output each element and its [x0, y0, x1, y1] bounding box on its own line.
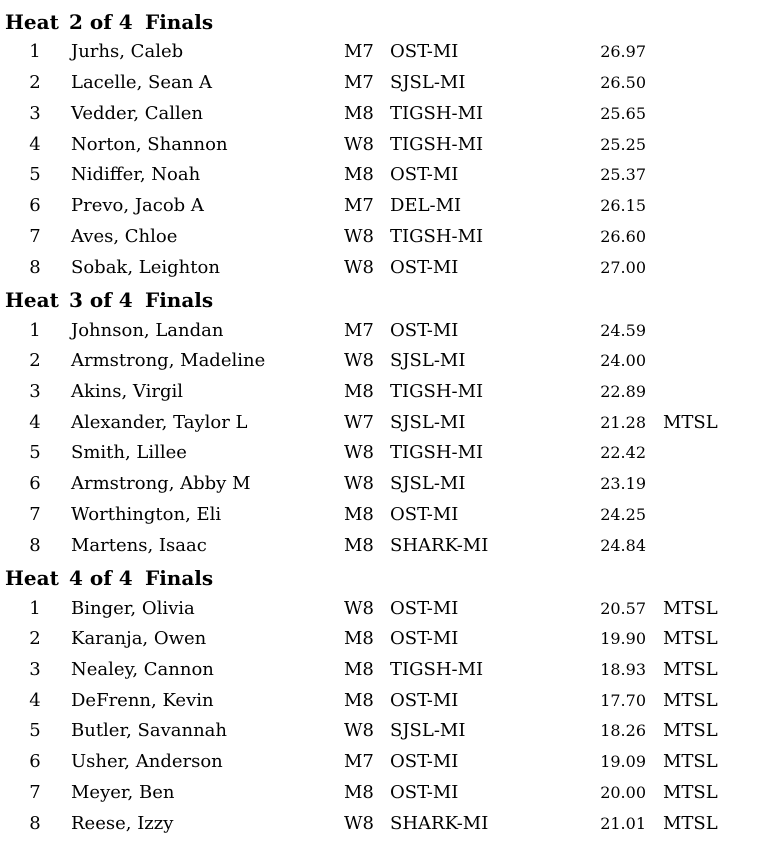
heat-entry-row: [0, 222, 776, 252]
swimmer-name: Nealey, Cannon: [71, 659, 214, 680]
lane-number: 7: [29, 782, 41, 803]
heat-entry-row: [0, 624, 776, 654]
seed-time: 19.90: [600, 629, 646, 648]
time-standard: MTSL: [663, 412, 718, 433]
seed-time: 17.70: [600, 691, 646, 710]
team-code: SHARK-MI: [390, 813, 489, 834]
age-group: M8: [344, 690, 374, 711]
team-code: OST-MI: [390, 257, 459, 278]
swimmer-name: Meyer, Ben: [71, 782, 175, 803]
seed-time: 24.25: [600, 505, 646, 524]
heat-round: Finals: [145, 566, 214, 590]
swimmer-name: Karanja, Owen: [71, 628, 207, 649]
swimmer-name: Martens, Isaac: [71, 535, 207, 556]
heat-entry-row: [0, 809, 776, 839]
lane-number: 5: [29, 164, 41, 185]
seed-time: 26.97: [600, 42, 646, 61]
lane-number: 6: [29, 473, 41, 494]
lane-number: 8: [29, 813, 41, 834]
heat-entry-row: [0, 316, 776, 346]
lane-number: 6: [29, 195, 41, 216]
team-code: OST-MI: [390, 164, 459, 185]
lane-number: 2: [29, 72, 41, 93]
lane-number: 2: [29, 628, 41, 649]
lane-number: 8: [29, 257, 41, 278]
heat-entry-row: [0, 130, 776, 160]
heat-entry-row: [0, 716, 776, 746]
age-group: M7: [344, 195, 374, 216]
seed-time: 26.60: [600, 227, 646, 246]
swimmer-name: Reese, Izzy: [71, 813, 174, 834]
lane-number: 8: [29, 535, 41, 556]
age-group: M8: [344, 628, 374, 649]
seed-time: 21.01: [600, 814, 646, 833]
heat-round: Finals: [145, 288, 214, 312]
swimmer-name: Vedder, Callen: [71, 103, 204, 124]
age-group: M7: [344, 72, 374, 93]
team-code: DEL-MI: [390, 195, 462, 216]
swimmer-name: Alexander, Taylor L: [71, 412, 248, 433]
seed-time: 25.37: [600, 165, 646, 184]
seed-time: 20.57: [600, 599, 646, 618]
team-code: OST-MI: [390, 751, 459, 772]
heat-entry-row: [0, 531, 776, 561]
heat-entry-row: [0, 500, 776, 530]
team-code: OST-MI: [390, 504, 459, 525]
age-group: W8: [344, 226, 374, 247]
heat-entry-row: [0, 594, 776, 624]
swimmer-name: Aves, Chloe: [71, 226, 178, 247]
seed-time: 26.50: [600, 73, 646, 92]
team-code: OST-MI: [390, 782, 459, 803]
heat-entry-row: [0, 438, 776, 468]
heat-number: 2 of 4: [69, 10, 133, 34]
team-code: TIGSH-MI: [390, 134, 484, 155]
seed-time: 18.93: [600, 660, 646, 679]
lane-number: 3: [29, 381, 41, 402]
team-code: SJSL-MI: [390, 473, 466, 494]
age-group: W8: [344, 134, 374, 155]
seed-time: 23.19: [600, 474, 646, 493]
lane-number: 2: [29, 350, 41, 371]
age-group: W8: [344, 442, 374, 463]
age-group: M8: [344, 164, 374, 185]
seed-time: 25.65: [600, 104, 646, 123]
lane-number: 3: [29, 659, 41, 680]
team-code: OST-MI: [390, 320, 459, 341]
age-group: W8: [344, 473, 374, 494]
team-code: TIGSH-MI: [390, 659, 484, 680]
swimmer-name: Usher, Anderson: [71, 751, 223, 772]
swimmer-name: Butler, Savannah: [71, 720, 228, 741]
age-group: W8: [344, 813, 374, 834]
swimmer-name: Lacelle, Sean A: [71, 72, 213, 93]
team-code: OST-MI: [390, 690, 459, 711]
time-standard: MTSL: [663, 813, 718, 834]
team-code: TIGSH-MI: [390, 226, 484, 247]
lane-number: 5: [29, 442, 41, 463]
seed-time: 26.15: [600, 196, 646, 215]
swimmer-name: Worthington, Eli: [71, 504, 222, 525]
swimmer-name: Nidiffer, Noah: [71, 164, 201, 185]
seed-time: 22.42: [600, 443, 646, 462]
heat-header-3: [5, 285, 213, 315]
age-group: W8: [344, 598, 374, 619]
age-group: W8: [344, 257, 374, 278]
team-code: OST-MI: [390, 598, 459, 619]
heat-header-2: [5, 7, 213, 37]
heat-entry-row: [0, 99, 776, 129]
heat-entry-row: [0, 377, 776, 407]
heat-entry-row: [0, 253, 776, 283]
lane-number: 3: [29, 103, 41, 124]
time-standard: MTSL: [663, 782, 718, 803]
age-group: W8: [344, 350, 374, 371]
seed-time: 27.00: [600, 258, 646, 277]
heat-entry-row: [0, 778, 776, 808]
heat-entry-row: [0, 686, 776, 716]
age-group: M8: [344, 504, 374, 525]
team-code: TIGSH-MI: [390, 381, 484, 402]
swimmer-name: Armstrong, Abby M: [71, 473, 251, 494]
heat-entry-row: [0, 408, 776, 438]
heat-entry-row: [0, 747, 776, 777]
team-code: SHARK-MI: [390, 535, 489, 556]
swimmer-name: Binger, Olivia: [71, 598, 195, 619]
heat-entry-row: [0, 469, 776, 499]
age-group: M8: [344, 782, 374, 803]
time-standard: MTSL: [663, 598, 718, 619]
heat-label: Heat: [5, 10, 59, 34]
heat-entry-row: [0, 191, 776, 221]
age-group: M7: [344, 751, 374, 772]
swimmer-name: DeFrenn, Kevin: [71, 690, 214, 711]
seed-time: 25.25: [600, 135, 646, 154]
lane-number: 4: [29, 134, 41, 155]
time-standard: MTSL: [663, 628, 718, 649]
seed-time: 24.00: [600, 351, 646, 370]
swimmer-name: Norton, Shannon: [71, 134, 228, 155]
seed-time: 24.59: [600, 321, 646, 340]
seed-time: 19.09: [600, 752, 646, 771]
heat-entry-row: [0, 37, 776, 67]
lane-number: 1: [29, 320, 41, 341]
age-group: M7: [344, 41, 374, 62]
heat-round: Finals: [145, 10, 214, 34]
lane-number: 5: [29, 720, 41, 741]
swimmer-name: Akins, Virgil: [71, 381, 184, 402]
team-code: SJSL-MI: [390, 720, 466, 741]
lane-number: 4: [29, 412, 41, 433]
heat-header-4: [5, 563, 213, 593]
lane-number: 1: [29, 598, 41, 619]
time-standard: MTSL: [663, 659, 718, 680]
heat-label: Heat: [5, 288, 59, 312]
heat-entry-row: [0, 346, 776, 376]
seed-time: 21.28: [600, 413, 646, 432]
lane-number: 7: [29, 226, 41, 247]
seed-time: 20.00: [600, 783, 646, 802]
age-group: M8: [344, 103, 374, 124]
lane-number: 1: [29, 41, 41, 62]
swimmer-name: Prevo, Jacob A: [71, 195, 204, 216]
lane-number: 7: [29, 504, 41, 525]
age-group: W8: [344, 720, 374, 741]
team-code: SJSL-MI: [390, 72, 466, 93]
heat-entry-row: [0, 655, 776, 685]
team-code: OST-MI: [390, 41, 459, 62]
heat-number: 3 of 4: [69, 288, 133, 312]
heat-label: Heat: [5, 566, 59, 590]
team-code: SJSL-MI: [390, 412, 466, 433]
lane-number: 6: [29, 751, 41, 772]
age-group: M8: [344, 659, 374, 680]
team-code: OST-MI: [390, 628, 459, 649]
swimmer-name: Johnson, Landan: [71, 320, 224, 341]
swimmer-name: Armstrong, Madeline: [71, 350, 266, 371]
seed-time: 24.84: [600, 536, 646, 555]
time-standard: MTSL: [663, 690, 718, 711]
seed-time: 18.26: [600, 721, 646, 740]
time-standard: MTSL: [663, 751, 718, 772]
seed-time: 22.89: [600, 382, 646, 401]
age-group: W7: [344, 412, 374, 433]
age-group: M7: [344, 320, 374, 341]
swimmer-name: Sobak, Leighton: [71, 257, 220, 278]
age-group: M8: [344, 535, 374, 556]
swimmer-name: Jurhs, Caleb: [71, 41, 184, 62]
team-code: TIGSH-MI: [390, 442, 484, 463]
age-group: M8: [344, 381, 374, 402]
team-code: SJSL-MI: [390, 350, 466, 371]
team-code: TIGSH-MI: [390, 103, 484, 124]
swimmer-name: Smith, Lillee: [71, 442, 187, 463]
lane-number: 4: [29, 690, 41, 711]
heat-entry-row: [0, 68, 776, 98]
time-standard: MTSL: [663, 720, 718, 741]
heat-number: 4 of 4: [69, 566, 133, 590]
heat-entry-row: [0, 160, 776, 190]
